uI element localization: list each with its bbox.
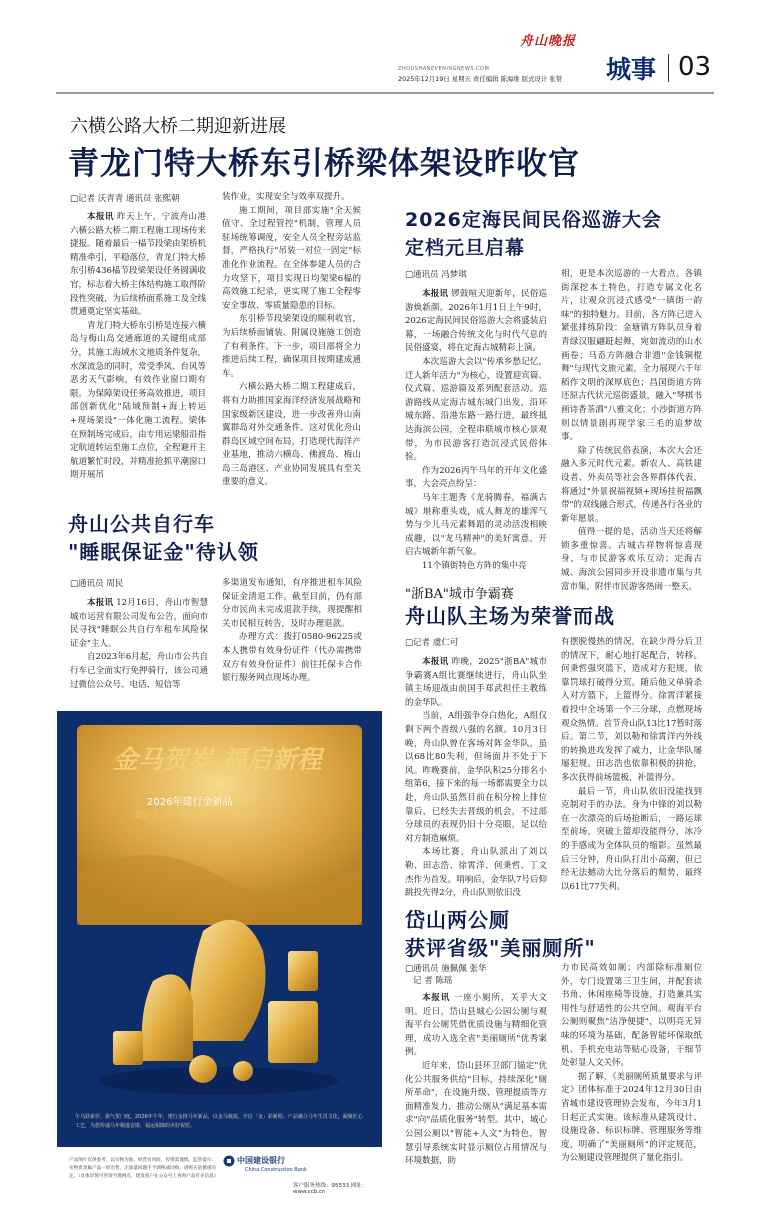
article5-headline-line2: 获评省级"美丽厕所" xyxy=(405,936,596,960)
article5-para: 据了解，《美丽厕所质量要求与评定》团体标准于2024年12月30日由省城市建设管理协会发布，今年3月1日起正式实施。该标准从建筑设计、设施设备、标识标牌、管理服务等维度，明确了"美丽厕所"的评定规范，为公厕建设管理提供了量化指引。 xyxy=(561,1071,702,1164)
article1-col2 xyxy=(222,191,361,551)
article4-para: 昨晚，2025"浙BA"城市争霸赛A组比赛继续进行，舟山队坐镇主场迎战由前国手郑武担任主教练的金华队。 xyxy=(405,657,547,708)
article4-headline: 舟山队主场为荣誉而战 xyxy=(405,604,615,628)
article3-col1 xyxy=(70,597,208,697)
page-number: 03 xyxy=(678,52,712,82)
article5-col2 xyxy=(561,962,702,1194)
article5-byline1: □通讯员 施佩佩 张华 xyxy=(405,964,487,974)
article1-lead: 本报讯 xyxy=(87,212,114,222)
article1-col1 xyxy=(70,211,206,515)
article1-para: 青龙门特大桥东引桥是连接六横岛与梅山岛交通廊道的关键组成部分，其施工海域水文地质条件复杂，水深流急的同时，常受季风、台风等恶劣天气影响，有效作业窗口期有限。为保障架设任务高效推进，项目部创新优化"陆域预制+海上转运+现场架设"一体化施工流程。梁体在预制场完成后，由专用运梁船沿指定航道转运至施工点位，全程避开主航道繁忙时段，并精准抢抓平潮窗口期开展吊 xyxy=(70,320,207,481)
article4-byline: □记者 虞仁可 xyxy=(405,638,459,648)
article5-col1 xyxy=(405,992,547,1192)
article4-col1 xyxy=(405,656,547,899)
masthead-divider xyxy=(668,54,669,82)
article1-para: 昨天上午，宁波舟山港六横公路大桥二期工程施工现场传来捷报。随着最后一榀节段梁由架桥机精准牵引，平稳落位，青龙门特大桥东引桥436榀节段梁架设任务圆满收官，标志着大桥主体结构施工取得阶段性突破，为后续桥面系施工及全线贯通奠定坚实基础。 xyxy=(70,212,207,318)
newspaper-logo: 舟山晚报 xyxy=(520,34,577,49)
article2-headline-line1: 2026定海民间民俗巡游大会 xyxy=(405,209,662,231)
article3-headline-line1: 舟山公共自行车 xyxy=(68,512,215,536)
article4-col2 xyxy=(561,636,702,892)
article5-headline-line1: 岱山两公厕 xyxy=(405,908,510,932)
article2-byline: □通讯员 冯梦琪 xyxy=(405,270,467,280)
article2-para: 相，更是本次巡游的一大看点。各镇街深挖本土特色，打造专属文化名片，让观众沉浸式感受"一镇街一韵味"的独特魅力。目前，各方阵已进入紧张排练阶段：金塘镇方阵队员身着青绿汉服翩跹起舞，宛如流动的山水画卷；马岙方阵融合非遗"金钱铜棍舞"与现代文旅元素，全力展现六千年稻作文明的深厚底色；昌国街道方阵还原古代状元巡街盛景，融入"琴棋书画诗香茶酒"八雅文化；小沙街道方阵则以情景剧再现学家三毛的追梦故事。 xyxy=(561,269,702,443)
bank-advertisement[interactable] xyxy=(57,711,382,1199)
article4-para: 有摆脱慢热的情况，在缺少得分后卫的情况下，耐心地打起配合，转移。何秉哲强突篮下，造成对方犯规，依靠罚球打破得分荒。随后他又单骑杀入对方篮下，上篮得分。徐霄洋紧接着投中全场第一个三分球，点燃现场观众热情。首节舟山队13比17暂时落后。第二节，刘以勒和徐霄洋内外线的转换进攻发挥了威力，让金华队屡屡犯规。田志浩也依靠积极的拼抢，多次获得前场篮板，补篮得分。 xyxy=(561,637,702,783)
article3-col2 xyxy=(222,577,362,699)
article5-para: 近年来，岱山县环卫部门锚定"优化公共服务供给"目标，持续深化"厕所革命"，在设施升级、管理提质等方面精准发力，推动公厕从"满足基本需求"向"品质化服务"转型。其中，城心公园公厕以"智能+人文"为特色，智慧引导系统实时显示厕位占用情况与环境数据，助 xyxy=(405,1060,547,1167)
article3-para: 办理方式：拨打0580-96225或本人携带有效身份证件（代办需携带双方有效身份证件）前往托保卡合作银行服务网点现场办理。 xyxy=(222,632,362,684)
article2-para: 值得一提的是，活动当天还将解锁多重惊喜。古城古祥物将惊喜现身，与市民游客欢乐互动；定海古城、海滨公园同步开设非遗市集与共富市集，附伴市民游客热闹一整天。 xyxy=(561,527,702,592)
article5-para: 一座小厕所，关乎大文明。近日，岱山县城心公园公厕与观海平台公厕凭借优质设施与精细化管理，成功入选全省"美丽厕所"优秀案例。 xyxy=(405,993,547,1058)
bank-name-en: China Construction Bank xyxy=(245,1167,307,1173)
article2-para: 11个镇街特色方阵的集中亮 xyxy=(422,560,527,571)
article1-para: 施工期间，项目部实施"全天候值守、全过程管控"机制，管理人员驻场统筹调度，安全人员全程旁站监督，严格执行"吊装一对位一固定"标准化作业流程。在全体参建人员的合力攻坚下，项目实现日均架梁6榀的高效施工纪录，更实现了施工全程零安全事故、零质量隐患的目标。 xyxy=(222,205,361,311)
article2-lead: 本报讯 xyxy=(422,289,449,299)
article4-para: 当前，A组强争夺白热化，A组仅剩下两个晋级八强的名额。10月3日晚，舟山队曾在客场对阵金华队，虽以68比80失利，但场面并不处于下风。昨晚赛前，金华队积25分排名小组第6，接下来的每一场都需要全力以赴，舟山队虽然目前在积分榜上排位靠后，已经失去晋级的机会，不过部分球员的表现仍旧十分亮眼，足以给对方制造麻烦。 xyxy=(405,711,547,844)
article2-col2 xyxy=(561,268,702,592)
article1-para: 东引桥节段梁架设的顺利收官，为后续桥面铺装、附属设施施工创造了有利条件。下一步，项目部将全力推进后续工程，确保项目按期建成通车。 xyxy=(222,314,361,379)
article3-headline-line2: "睡眠保证金"待认领 xyxy=(68,540,259,564)
article4-para: 最后一节，舟山队依旧没能找到克制对手的办法。身为中锋的刘以勒在一次漂亮的后场抢断后，一路运球至前场，突破上篮却没能得分，冰冷的手感成为全体队员的缩影。虽然最后三分钟，舟山队打出小高潮，但已经无法撼动大比分落后的颓势，最终以61比77失利。 xyxy=(561,786,702,892)
ad-slogan: 美好生活，建行与您"金"喜相伴 xyxy=(133,811,259,821)
article5-lead: 本报讯 xyxy=(422,993,451,1003)
ad-footer xyxy=(57,1147,382,1199)
article2-para: 马年主题秀《龙骑腾春，福满古城》堪称重头戏，成人舞龙的雄浑气势与少儿马元素舞蹈的灵动活泼相映成趣，以"龙马精神"的美好寓意，开启古城新年新气象。 xyxy=(405,492,547,558)
article1-kicker: 六横公路大桥二期迎新进展 xyxy=(70,116,286,137)
article2-para: 除了传统民俗表演，本次大会还融入多元时代元素。新农人、高铁建设者、外卖员等社会各界群体代表，将通过"外景祝福视频+现场挂祝福飘带"的双线融合形式，传递各行各业的新年愿景。 xyxy=(561,445,702,524)
article5-para: 力市民高效如厕；内部除标准厕位外，专门设置第三卫生间，并配套读书角、休闲座椅等设施，打造兼具实用性与舒适性的公共空间。观海平台公厕则聚焦"洁净便捷"，以明亮无异味的环境为基础，配备智能坏保取纸机、手机充电站等贴心设备，干细节处彰显人文关怀。 xyxy=(561,963,702,1069)
article2-para: 本次巡游大会以"传承乡愁记忆，迁人新年活力"为核心，设置迎宾篇、仪式篇、巡游篇及系列配套活动。巡游路线从定海古城东城门出发，沿环城东路、沿港东路一路行进，最终抵达海滨公园，全程串联城市核心景观带，为市民游客打造沉浸式民俗体验。 xyxy=(405,356,547,463)
article4-lead: 本报讯 xyxy=(422,657,449,667)
article1-para: 六横公路大桥二期工程建成后，将有力助推国家海洋经济发展战略和国家级新区建设，进一步改善舟山南翼群岛对外交通条件。这对优化舟山群岛区域空间布局，打造现代海洋产业基地，推动六横岛、佛渡岛、梅山岛三岛港区、产业协同发展具有至关重要的意义。 xyxy=(222,382,361,488)
ad-disclaimer: 产品图片仅供参考，以实物为准。经营有风险，投资需谨慎。监管提示：实物贵金属产品一经出售，无质量问题不予调换或回购，请购买前慎重决定。（具体详情可咨询当地网点，建设客户在公众号上查询产品有关信息） xyxy=(69,1158,219,1179)
website-url: ZHOUSHANEVENINGNEWS.COM xyxy=(398,66,490,72)
article2-para: 作为2026丙午马年的开年文化盛事，大会亮点纷呈： xyxy=(405,465,547,490)
article3-byline: □通讯员 周民 xyxy=(70,579,124,589)
gold-products-icon xyxy=(93,891,343,1101)
edition-info: 2025年12月19日 星期五 责任编辑 陈海维 版式设计 张赞 xyxy=(398,75,563,83)
bank-name: 中国建设银行 xyxy=(237,1156,285,1165)
ccb-logo-icon xyxy=(223,1155,235,1167)
article2-headline-line2: 定档元旦启幕 xyxy=(405,237,526,259)
article3-para: 12月16日，舟山市智慧城市运营有限公司发布公告，面向市民寻找"睡眠公共自行车租车风险保证金"主人。 xyxy=(70,598,208,649)
article4-para: 本场比赛，舟山队派出了刘以勒、田志浩、徐霄洋、何秉哲、丁文杰作为首发。哨响后，金华队7号后仰跳投先得2分，舟山队则依旧没 xyxy=(405,847,547,899)
article2-col1 xyxy=(405,288,547,571)
article4-kicker: "浙BA"城市争霸赛 xyxy=(405,587,514,602)
ad-description: 午马跃新岁，骐气贺门庭。2026年午年，建行金推马年新品，以金马载福，开启「金」彩新程。产品融合马年生肖文化，凝聚匠心工艺，为您传递马年顺遂安康、福运相随的美好祝愿。 xyxy=(75,1114,363,1129)
article1-para: 装作业，实现安全与效率双提升。 xyxy=(222,192,350,202)
article5-byline2: 记 者 陈瑶 xyxy=(413,976,453,986)
article3-para: 自2023年6月起，舟山市公共自行车已全面实行免押骑行，该公司通过微信公众号、电话、短信等 xyxy=(70,652,208,690)
article3-para: 多渠道发布通知，有序推进租车风险保证金清退工作。截至目前，仍有部分市民尚未完成退款手续，现提醒相关市民相互转告，及时办理退款。 xyxy=(222,578,362,629)
section-title: 城事 xyxy=(606,55,657,84)
article1-byline: □记者 沃青青 通讯员 张熙朝 xyxy=(70,194,180,204)
bank-hotline: 客户服务热线：95533 网址：www.ccb.cn xyxy=(293,1183,368,1195)
article2-para: 锣鼓喧天迎新年，民俗巡游焕新颜。2026年1月1日上午9时，2026定海民间民俗巡游大会将盛装启幕，一场融合传统文化与时代气息的民俗盛宴，将在定海古城精彩上演。 xyxy=(405,289,547,354)
article1-headline: 青龙门特大桥东引桥梁体架设昨收官 xyxy=(68,146,580,182)
article3-lead: 本报讯 xyxy=(87,598,114,608)
ad-subtitle: 2026年建行金新品 xyxy=(147,797,233,808)
header-rule xyxy=(56,92,714,94)
ad-title: 金马贺岁 福启新程 xyxy=(113,745,322,774)
